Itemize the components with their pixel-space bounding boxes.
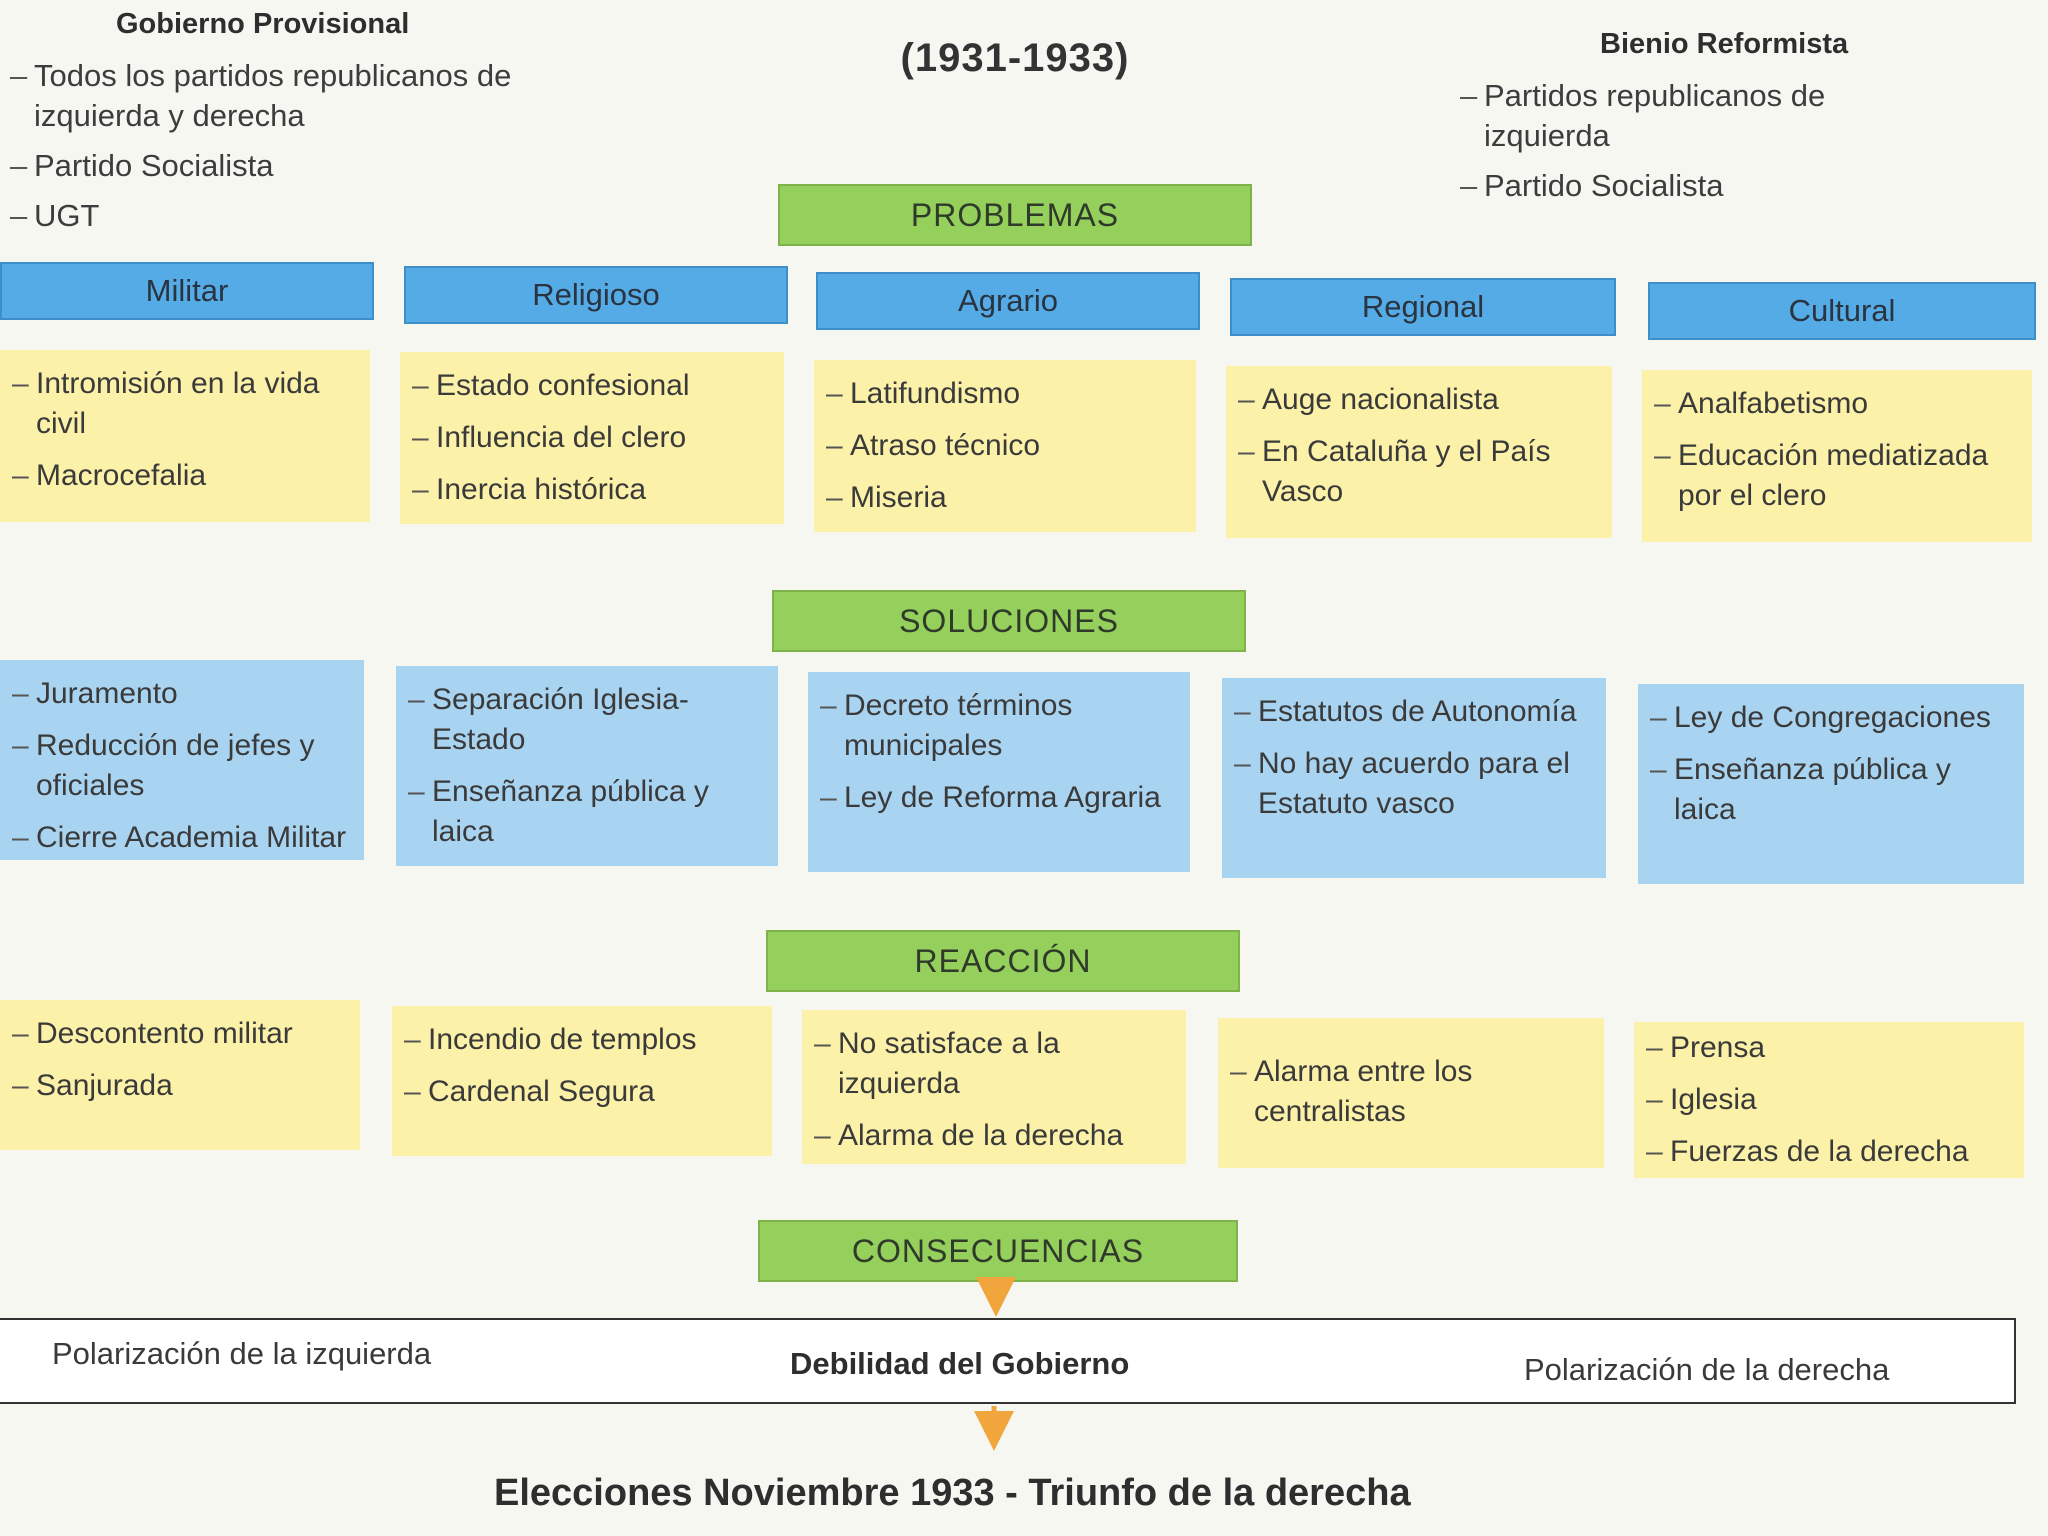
list-item: – Enseñanza pública y laica (408, 772, 764, 852)
list-item: – Latifundismo (826, 374, 1182, 414)
consecuencias-header: CONSECUENCIAS (758, 1220, 1238, 1282)
final-result: Elecciones Noviembre 1933 - Triunfo de la derecha (494, 1472, 1411, 1514)
list-item: – Todos los partidos republicanos de izquierda y derecha (10, 56, 530, 136)
solucion-text: Ley de Reforma Agraria (844, 781, 1161, 814)
list-item: – Fuerzas de la derecha (1646, 1132, 2010, 1172)
list-item: – En Cataluña y el País Vasco (1238, 432, 1598, 512)
left-header-item: Todos los partidos republicanos de izquierda y derecha (34, 58, 512, 133)
category-agrario: Agrario (816, 272, 1200, 330)
list-item: – Atraso técnico (826, 426, 1182, 466)
list-item: – Ley de Reforma Agraria (820, 778, 1176, 818)
list-item: – UGT (10, 196, 530, 236)
list-item: – Juramento (12, 674, 350, 714)
list-item: – Reducción de jefes y oficiales (12, 726, 350, 806)
list-item: – Descontento militar (12, 1014, 346, 1054)
solucion-text: No hay acuerdo para el Estatuto vasco (1258, 747, 1570, 820)
list-item: – Influencia del clero (412, 418, 770, 458)
problema-text: Latifundismo (850, 377, 1021, 410)
list-item: – Enseñanza pública y laica (1650, 750, 2010, 830)
polarizacion-izquierda: Polarización de la izquierda (52, 1336, 432, 1371)
category-regional: Regional (1230, 278, 1616, 336)
list-item: – Partido Socialista (10, 146, 530, 186)
list-item: – Auge nacionalista (1238, 380, 1598, 420)
problema-text: Inercia histórica (436, 473, 647, 506)
solucion-text: Reducción de jefes y oficiales (36, 729, 315, 802)
problema-text: Auge nacionalista (1262, 383, 1499, 416)
list-item: – Sanjurada (12, 1066, 346, 1106)
category-militar: Militar (0, 262, 374, 320)
problema-text: En Cataluña y el País Vasco (1262, 435, 1551, 508)
list-item: – Alarma entre los centralistas (1230, 1052, 1590, 1132)
list-item: – Alarma de la derecha (814, 1116, 1172, 1156)
left-header-item: Partido Socialista (34, 148, 274, 183)
reaccion-text: No satisface a la izquierda (838, 1027, 1060, 1100)
reaccion-text: Alarma entre los centralistas (1254, 1055, 1473, 1128)
problemas-header: PROBLEMAS (778, 184, 1252, 246)
reaccion-text: Cardenal Segura (428, 1075, 655, 1108)
list-item: – Macrocefalia (12, 456, 356, 496)
list-item: – Miseria (826, 478, 1182, 518)
list-item: – No satisface a la izquierda (814, 1024, 1172, 1104)
solucion-text: Juramento (36, 677, 178, 710)
list-item: – Estado confesional (412, 366, 770, 406)
reaccion-text: Iglesia (1670, 1083, 1757, 1116)
solucion-text: Estatutos de Autonomía (1258, 695, 1577, 728)
problema-text: Atraso técnico (850, 429, 1041, 462)
problema-text: Analfabetismo (1678, 387, 1869, 420)
solucion-text: Enseñanza pública y laica (432, 775, 709, 848)
problema-text: Estado confesional (436, 369, 690, 402)
list-item: – Iglesia (1646, 1080, 2010, 1120)
list-item: – Partido Socialista (1460, 166, 1900, 206)
list-item: – Partidos republicanos de izquierda (1460, 76, 1900, 156)
solucion-text: Cierre Academia Militar (36, 821, 347, 854)
reaccion-text: Fuerzas de la derecha (1670, 1135, 1969, 1168)
soluciones-header: SOLUCIONES (772, 590, 1246, 652)
reaccion-text: Descontento militar (36, 1017, 293, 1050)
period-title: (1931-1933) (900, 36, 1130, 80)
list-item: – Cierre Academia Militar (12, 818, 350, 858)
list-item: – Intromisión en la vida civil (12, 364, 356, 444)
left-header-title: Gobierno Provisional (116, 8, 410, 40)
list-item: – Decreto términos municipales (820, 686, 1176, 766)
problema-text: Intromisión en la vida civil (36, 367, 320, 440)
list-item: – Separación Iglesia-Estado (408, 680, 764, 760)
reaccion-text: Alarma de la derecha (838, 1119, 1124, 1152)
list-item: – Ley de Congregaciones (1650, 698, 2010, 738)
category-cultural: Cultural (1648, 282, 2036, 340)
left-header-item: UGT (34, 198, 100, 233)
list-item: – No hay acuerdo para el Estatuto vasco (1234, 744, 1592, 824)
list-item: – Educación mediatizada por el clero (1654, 436, 2018, 516)
reaccion-text: Incendio de templos (428, 1023, 697, 1056)
solucion-text: Decreto términos municipales (844, 689, 1073, 762)
list-item: – Prensa (1646, 1028, 2010, 1068)
right-header-item: Partido Socialista (1484, 168, 1724, 203)
category-religioso: Religioso (404, 266, 788, 324)
debilidad-gobierno: Debilidad del Gobierno (790, 1346, 1130, 1381)
reaccion-text: Sanjurada (36, 1069, 173, 1102)
list-item: – Inercia histórica (412, 470, 770, 510)
problema-text: Miseria (850, 481, 947, 514)
problema-text: Influencia del clero (436, 421, 687, 454)
right-header-item: Partidos republicanos de izquierda (1484, 78, 1826, 153)
reaccion-header: REACCIÓN (766, 930, 1240, 992)
problema-text: Macrocefalia (36, 459, 207, 492)
problema-text: Educación mediatizada por el clero (1678, 439, 1989, 512)
list-item: – Incendio de templos (404, 1020, 758, 1060)
list-item: – Estatutos de Autonomía (1234, 692, 1592, 732)
reaccion-text: Prensa (1670, 1031, 1766, 1064)
list-item: – Cardenal Segura (404, 1072, 758, 1112)
list-item: – Analfabetismo (1654, 384, 2018, 424)
solucion-text: Separación Iglesia-Estado (432, 683, 689, 756)
solucion-text: Ley de Congregaciones (1674, 701, 1991, 734)
right-header-title: Bienio Reformista (1600, 28, 1849, 60)
polarizacion-derecha: Polarización de la derecha (1524, 1352, 1890, 1387)
solucion-text: Enseñanza pública y laica (1674, 753, 1951, 826)
